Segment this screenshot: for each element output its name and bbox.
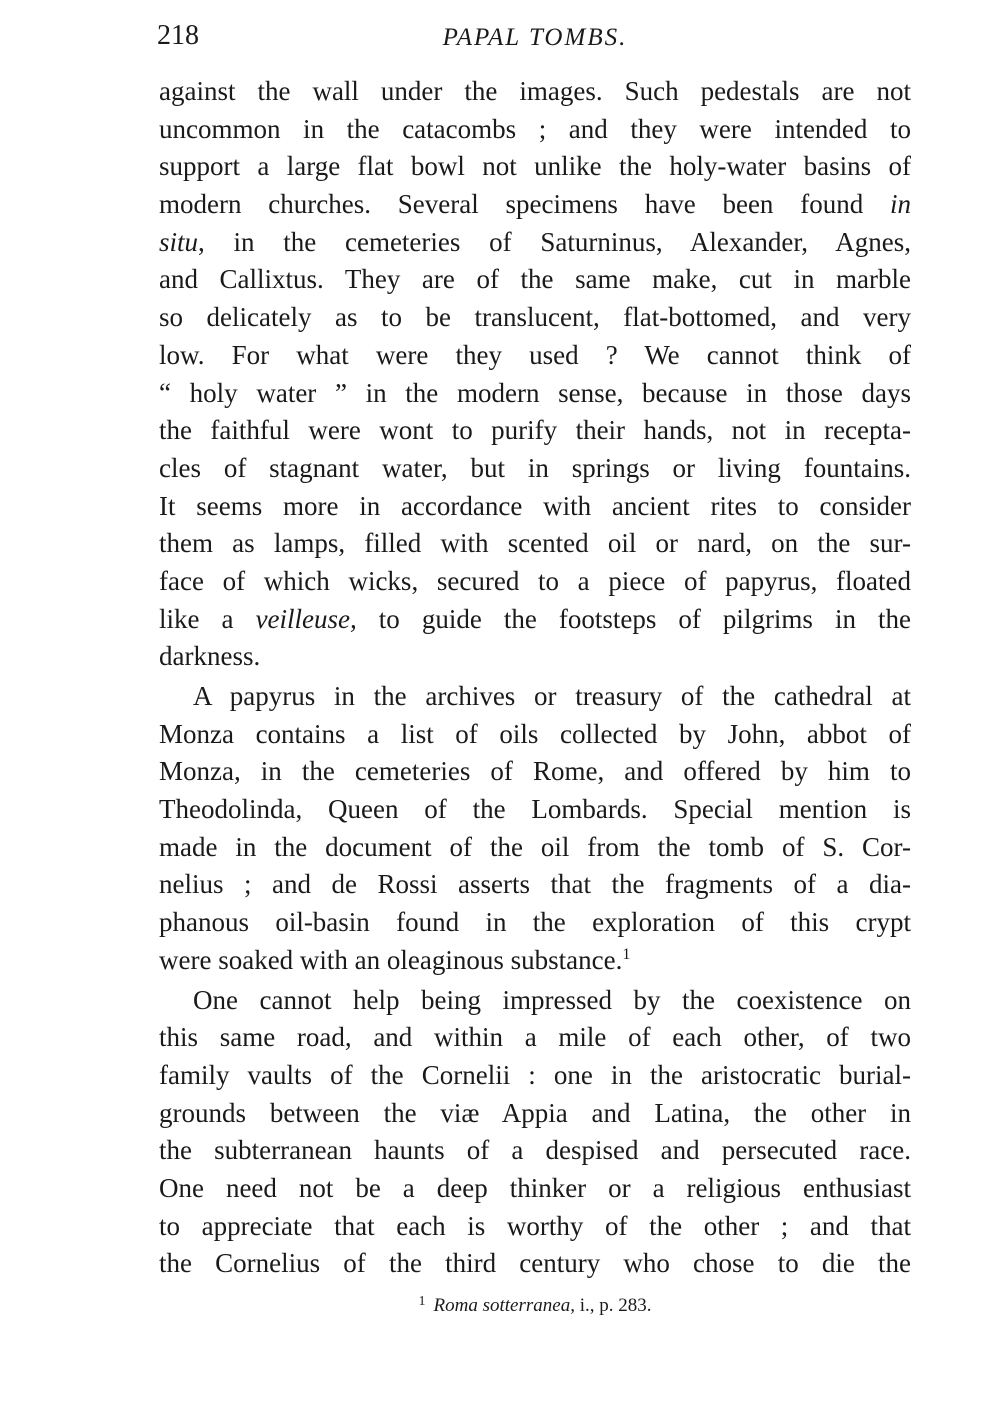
text-line: One cannot help being impressed by the coexistence on [193, 984, 911, 1015]
text-fragment: to guide the footsteps of pilgrims in the [356, 603, 912, 634]
text-line: to appreciate that each is worthy of the other ; and that [159, 1210, 911, 1241]
text-line: the subterranean haunts of a despised and persecuted race. [159, 1135, 911, 1166]
text-line [159, 942, 911, 980]
footnote-citation: i., p. 283. [574, 1295, 652, 1316]
running-title: PAPAL TOMBS. [442, 24, 628, 51]
footnote [0, 1287, 1000, 1321]
text-line: against the wall under the images. Such pedestals are not [159, 76, 911, 106]
page-number: 218 [157, 20, 199, 51]
text-line: made in the document of the oil from the tomb of S. Cor- [159, 831, 911, 862]
body-text [159, 73, 911, 1283]
text-fragment: , in the cemeteries of Saturninus, Alexander, Agnes, [198, 226, 911, 257]
text-line: this same road, and within a mile of each other, of two [159, 1022, 911, 1053]
text-line: face of which wicks, secured to a piece of papyrus, floated [159, 565, 911, 596]
text-line: One need not be a deep thinker or a religious enthusiast [159, 1172, 911, 1203]
text-line: so delicately as to be translucent, flat-bottomed, and very [159, 302, 911, 333]
text-line: support a large flat bowl not unlike the holy-water basins of [159, 151, 911, 182]
text-line: cles of stagnant water, but in springs or living fountains. [159, 452, 911, 483]
text-line: them as lamps, filled with scented oil or nard, on the sur- [159, 528, 911, 559]
paragraph-1 [159, 73, 911, 676]
text-line: low. For what were they used ? We cannot think of [159, 339, 911, 370]
text-fragment: like a [159, 603, 234, 634]
text-line: the Cornelius of the third century who chose to die the [159, 1248, 911, 1279]
text-line [159, 186, 911, 224]
text-line: Monza, in the cemeteries of Rome, and offered by him to [159, 756, 911, 787]
text-fragment: modern churches. Several specimens have been found [159, 189, 864, 220]
text-line [159, 601, 911, 639]
paragraph-2 [159, 678, 911, 980]
footnote-mark: 1 [418, 1294, 426, 1309]
text-line: Monza contains a list of oils collected by John, abbot of [159, 718, 911, 749]
paragraph-3 [159, 982, 911, 1284]
text-line: A papyrus in the archives or treasury of the cathedral at [193, 681, 911, 711]
text-line: uncommon in the catacombs ; and they were intended to [159, 113, 911, 144]
text-line: the faithful were wont to purify their hands, not in recepta- [159, 415, 911, 446]
italic-situ: situ [159, 226, 199, 257]
text-line: It seems more in accordance with ancient rites to consider [159, 490, 911, 521]
italic-veilleuse: veilleuse, [255, 603, 357, 634]
text-line [159, 224, 911, 262]
italic-in: in [889, 189, 911, 220]
text-line: Theodolinda, Queen of the Lombards. Special mention is [159, 794, 911, 825]
footnote-reference: 1 [622, 945, 631, 963]
text-line: and Callixtus. They are of the same make, cut in marble [159, 264, 911, 295]
text-line: phanous oil-basin found in the exploration of this crypt [159, 907, 911, 938]
text-line: family vaults of the Cornelii : one in the aristocratic burial- [159, 1059, 911, 1090]
text-line: nelius ; and de Rossi asserts that the fragments of a dia- [159, 869, 911, 900]
text-line: darkness. [159, 641, 261, 672]
text-line: grounds between the viæ Appia and Latina, the other in [159, 1097, 911, 1128]
footnote-title: Roma sotterranea, [433, 1295, 575, 1316]
text-line: “ holy water ” in the modern sense, because in those days [159, 377, 911, 408]
text-fragment: were soaked with an oleaginous substance. [159, 944, 623, 975]
